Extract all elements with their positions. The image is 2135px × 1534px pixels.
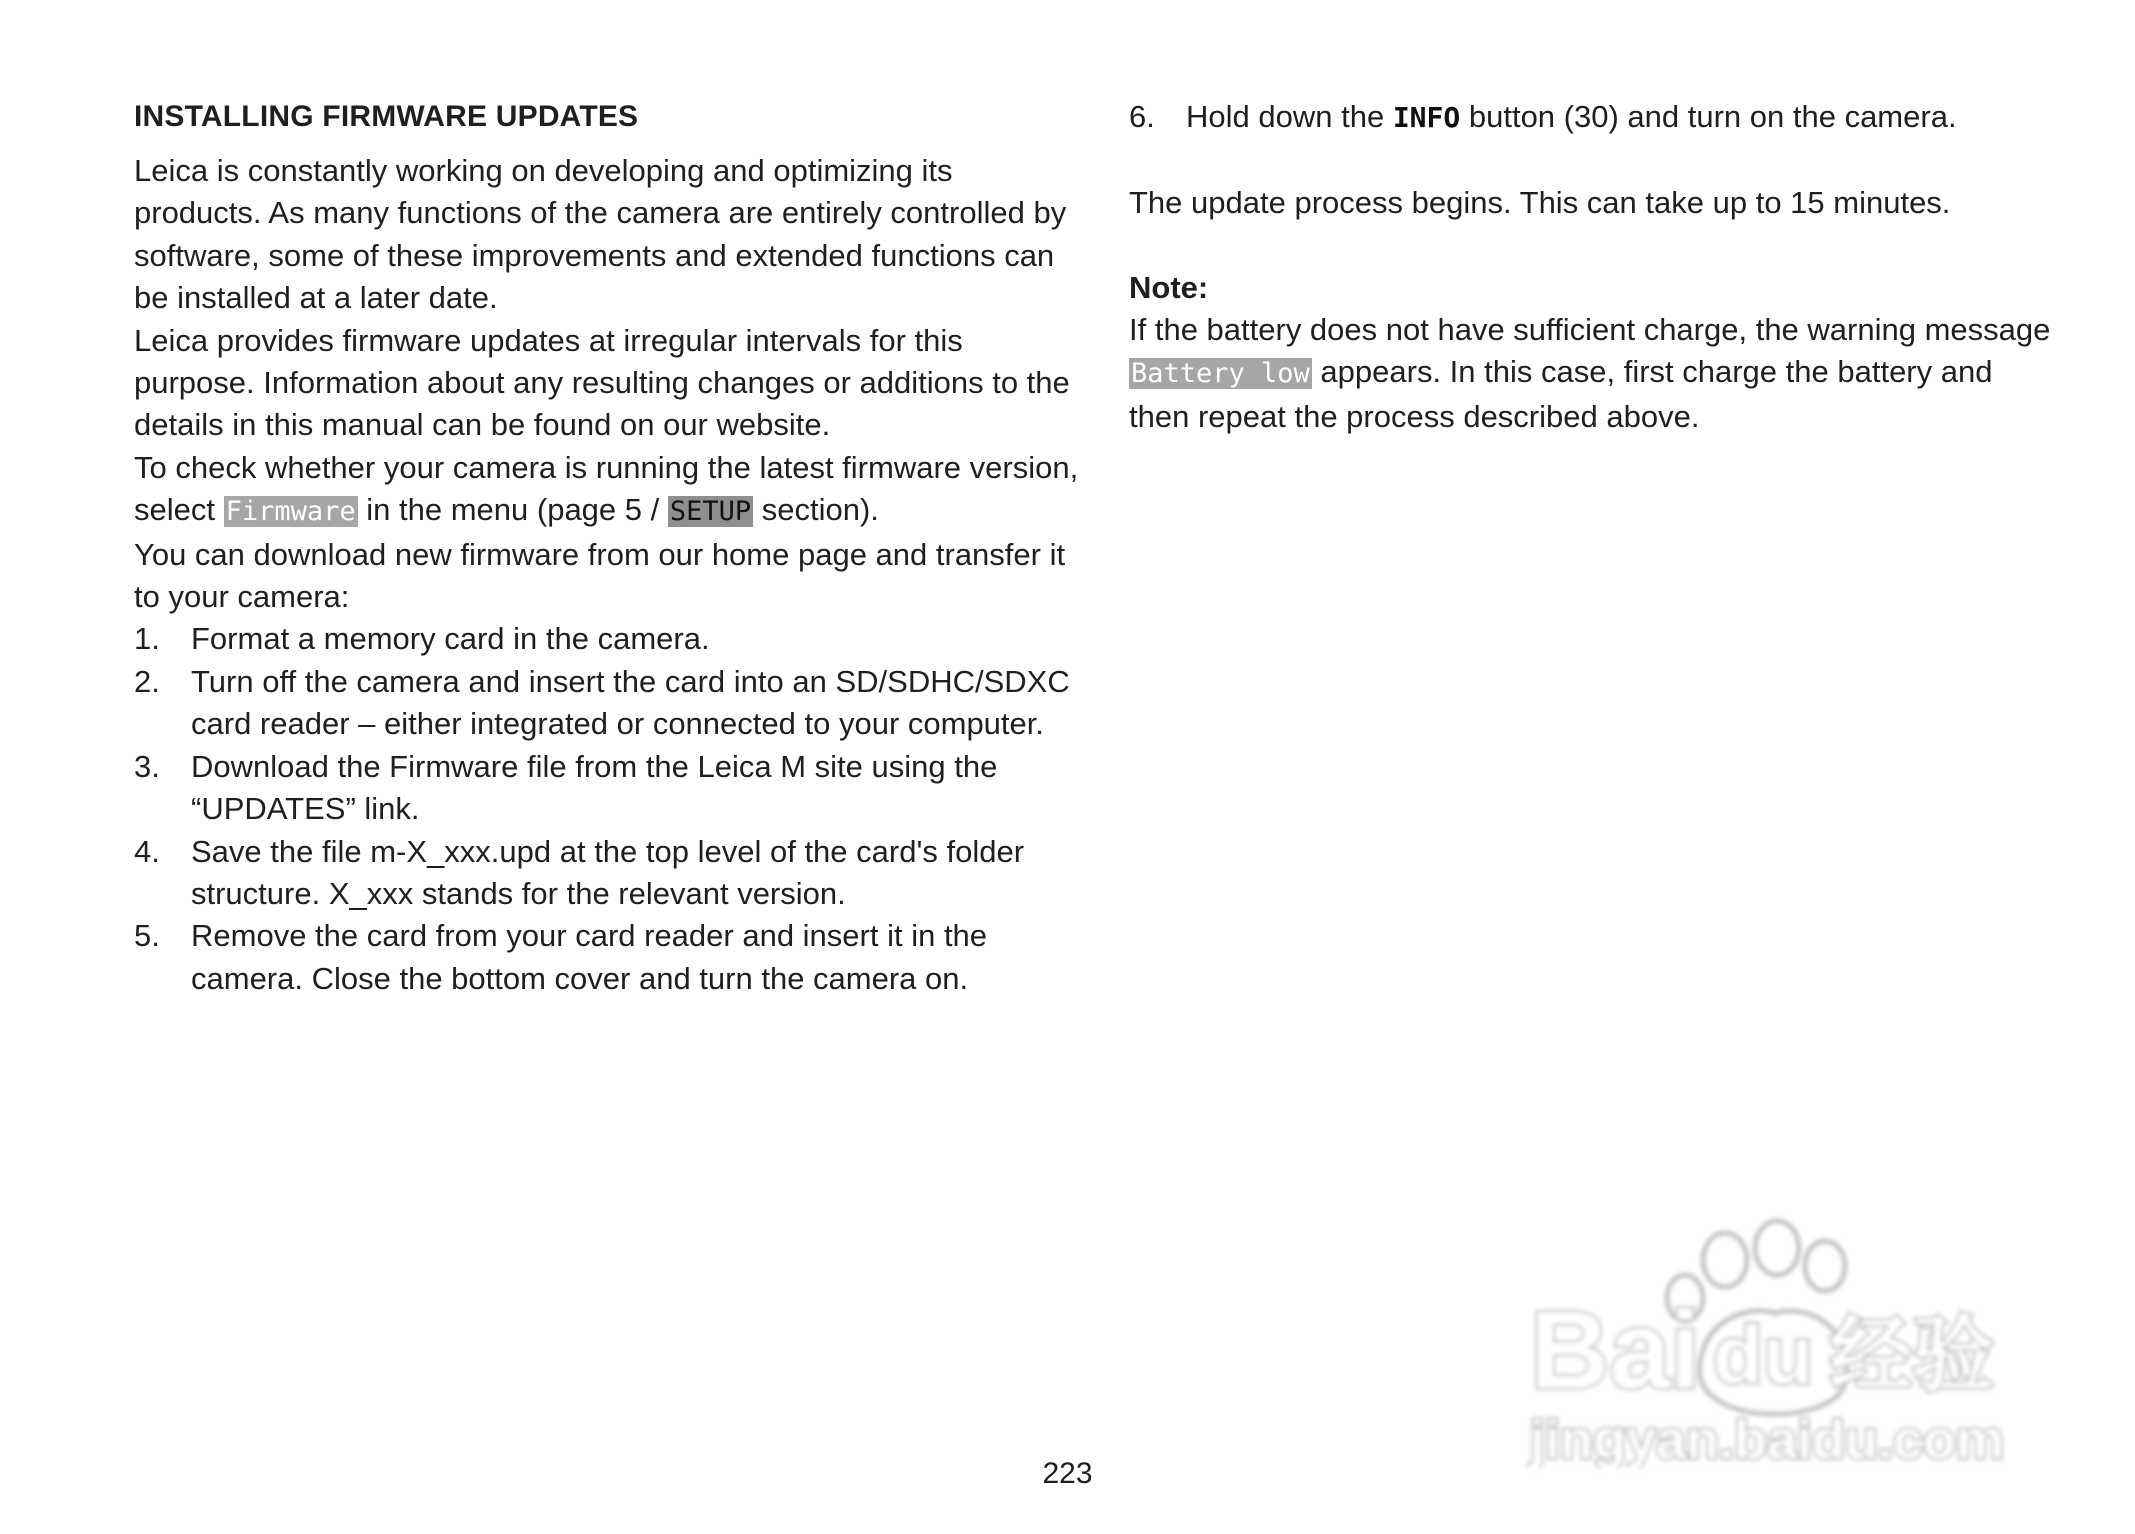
firmware-menu-item-label: Firmware [225, 496, 356, 528]
baidu-jingyan-watermark [1525, 1218, 2030, 1468]
step-number: 6. [1129, 99, 1155, 134]
section-heading: INSTALLING FIRMWARE UPDATES [134, 100, 639, 133]
note-text [1129, 309, 2054, 438]
list-item [1129, 96, 2054, 139]
info-button-label: INFO [1392, 101, 1461, 134]
step-text-start: Hold down the [1186, 99, 1393, 134]
step-number: 2. [134, 663, 160, 699]
steps-list [134, 618, 1084, 1000]
note-text-start: If the battery does not have sufficient charge, the warning message [1129, 312, 2051, 347]
battery-low-message-label: Battery low [1131, 358, 1310, 390]
update-process-text: The update process begins. This can take up to 15 minutes. [1129, 184, 1951, 220]
step-text: Turn off the camera and insert the card into an SD/SDHC/SDXC card reader – either integrated or connected to your computer. [191, 663, 1070, 742]
steps-list-continued [1129, 96, 2054, 139]
step-number: 1. [134, 621, 160, 657]
note-text-end: appears. In this case, first charge the battery and then repeat the process described above. [1129, 354, 1993, 434]
step-number: 4. [134, 833, 160, 869]
page-number: 223 [1042, 1457, 1093, 1490]
step-number: 3. [134, 748, 160, 784]
watermark-url-text: jingyan.baidu.com [1530, 1410, 2005, 1468]
watermark-graphic [1525, 1218, 2030, 1468]
baidu-logo-text-ba: Ba [1530, 1289, 1671, 1412]
step-text: Format a memory card in the camera. [191, 621, 710, 657]
check-version-paragraph [134, 447, 1084, 534]
baidu-logo-text-du: du [1713, 1310, 1814, 1401]
step-number: 5. [134, 918, 160, 954]
jingyan-logo-text: 经验 [1830, 1308, 1995, 1403]
step-text: Download the Firmware file from the Leica M site using the “UPDATES” link. [191, 748, 998, 827]
step-text: Save the file m-X_xxx.upd at the top level of the card's folder structure. X_xxx stands for the relevant version. [191, 833, 1025, 911]
step-text-end: button (30) and turn on the camera. [1460, 99, 1957, 134]
check-version-text-middle: in the menu (page 5 / [357, 492, 668, 528]
baidu-logo-text-i: i [1670, 1289, 1701, 1412]
step-text: Remove the card from your card reader and insert it in the camera. Close the bottom cover and turn the camera on. [191, 918, 988, 996]
list-item [134, 915, 1084, 1000]
spacer [1129, 139, 2054, 181]
left-column [134, 96, 1084, 1000]
download-paragraph: You can download new firmware from our home page and transfer it to your camera: [134, 536, 1066, 615]
list-item [134, 661, 1084, 746]
list-item [134, 831, 1084, 916]
list-item [134, 618, 1084, 660]
note-title: Note: [1129, 269, 1209, 305]
intro-paragraph: Leica is constantly working on developing and optimizing its products. As many functions of the camera are entirely controlled by software, some of these improvements and extended functions can be installed at a later date. [134, 153, 1067, 316]
spacer [1129, 224, 2054, 266]
list-item [134, 746, 1084, 831]
check-version-text-end: section). [753, 492, 879, 528]
check-version-text-start: To check whether your camera is running the latest firmware version, select [134, 449, 1079, 528]
setup-section-label: SETUP [669, 496, 752, 528]
right-column [1129, 96, 2054, 438]
updates-paragraph: Leica provides firmware updates at irregular intervals for this purpose. Information about any resulting changes or additions to the details in this manual can be found on our website. [134, 322, 1070, 443]
